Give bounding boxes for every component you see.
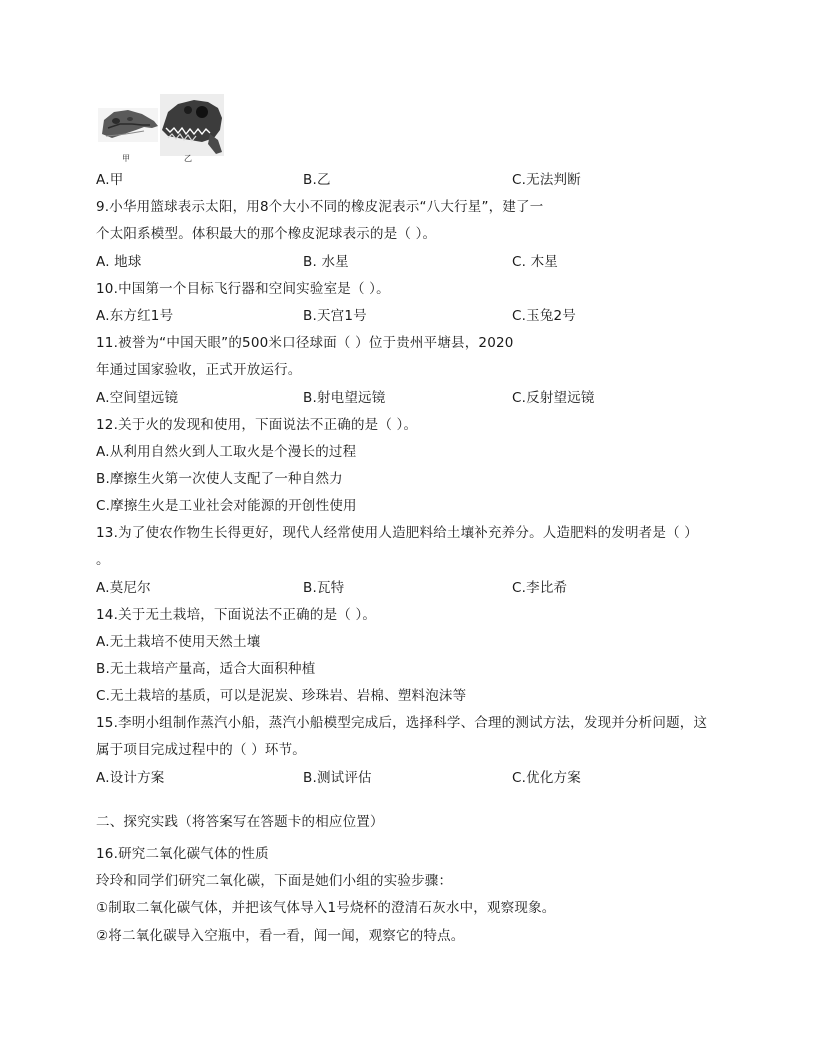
- q15-question-line2: 属于项目完成过程中的（ ）环节。: [96, 742, 306, 758]
- q14-option-b: B.无土栽培产量高，适合大面积种植: [96, 661, 316, 677]
- q13-option-a: A.莫尼尔: [96, 580, 151, 596]
- q12-question-line1: 12.关于火的发现和使用，下面说法不正确的是（ ）。: [96, 417, 418, 433]
- q16-step2: ②将二氧化碳导入空瓶中，看一看，闻一闻，观察它的特点。: [96, 928, 465, 944]
- figure-label-left: 甲: [122, 154, 130, 163]
- q9-option-a: A. 地球: [96, 254, 142, 270]
- q10-option-b: B.天宫1号: [303, 308, 367, 324]
- q11-question-line2: 年通过国家验收，正式开放运行。: [96, 362, 302, 378]
- skull-image-right: [160, 94, 224, 156]
- q14-option-c: C.无土栽培的基质，可以是泥炭、珍珠岩、岩棉、塑料泡沫等: [96, 688, 467, 704]
- q9-question-line2: 个太阳系模型。体积最大的那个橡皮泥球表示的是（ ）。: [96, 226, 437, 242]
- q9-option-b: B. 水星: [303, 254, 349, 270]
- q11-question-line1: 11.被誉为“中国天眼”的500米口径球面（ ）位于贵州平塘县，2020: [96, 335, 514, 351]
- q10-question-line1: 10.中国第一个目标飞行器和空间实验室是（ ）。: [96, 281, 390, 297]
- q16-title: 16.研究二氧化碳气体的性质: [96, 846, 269, 862]
- q15-option-c: C.优化方案: [512, 770, 581, 786]
- q14-question-line1: 14.关于无土栽培，下面说法不正确的是（ ）。: [96, 607, 377, 623]
- q16-step1: ①制取二氧化碳气体，并把该气体导入1号烧杯的澄清石灰水中，观察现象。: [96, 900, 556, 916]
- dinosaur-skull-figure: [98, 94, 224, 164]
- q11-option-a: A.空间望远镜: [96, 390, 179, 406]
- q13-option-c: C.李比希: [512, 580, 568, 596]
- q15-question-line1: 15.李明小组制作蒸汽小船，蒸汽小船模型完成后，选择科学、合理的测试方法，发现并分析问题，这: [96, 715, 708, 731]
- q8-option-b: B.乙: [303, 172, 331, 188]
- q15-option-a: A.设计方案: [96, 770, 165, 786]
- q12-option-c: C.摩擦生火是工业社会对能源的开创性使用: [96, 498, 357, 514]
- skull-images: [98, 94, 224, 164]
- section2-heading: 二、探究实践（将答案写在答题卡的相应位置）: [96, 814, 384, 830]
- q8-option-c: C.无法判断: [512, 172, 581, 188]
- skull-image-left: [98, 108, 158, 142]
- q12-option-b: B.摩擦生火第一次使人支配了一种自然力: [96, 471, 343, 487]
- q8-option-a: A.甲: [96, 172, 124, 188]
- q10-option-c: C.玉兔2号: [512, 308, 577, 324]
- q13-question-line2: 。: [96, 552, 110, 568]
- q14-option-a: A.无土栽培不使用天然土壤: [96, 634, 261, 650]
- q16-intro: 玲玲和同学们研究二氧化碳，下面是她们小组的实验步骤：: [96, 873, 453, 889]
- q10-option-a: A.东方红1号: [96, 308, 174, 324]
- q11-option-b: B.射电望远镜: [303, 390, 386, 406]
- q9-question-line1: 9.小华用篮球表示太阳，用8个大小不同的橡皮泥表示“八大行星”，建了一: [96, 199, 544, 215]
- q13-question-line1: 13.为了使农作物生长得更好，现代人经常使用人造肥料给土壤补充养分。人造肥料的发明者是（ ）: [96, 525, 698, 541]
- q11-option-c: C.反射望远镜: [512, 390, 595, 406]
- q15-option-b: B.测试评估: [303, 770, 372, 786]
- q12-option-a: A.从利用自然火到人工取火是个漫长的过程: [96, 444, 357, 460]
- q9-option-c: C. 木星: [512, 254, 559, 270]
- figure-label-right: 乙: [184, 154, 192, 163]
- q13-option-b: B.瓦特: [303, 580, 345, 596]
